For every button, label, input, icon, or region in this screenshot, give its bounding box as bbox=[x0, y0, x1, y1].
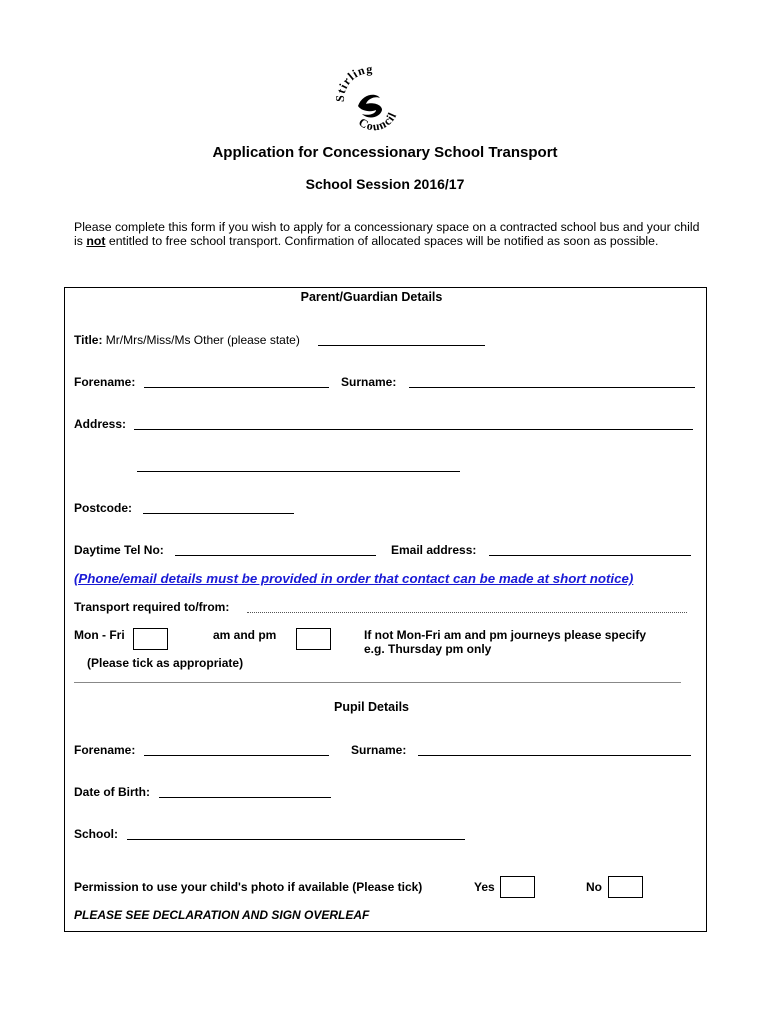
svg-text:Council: Council bbox=[356, 109, 400, 134]
address-field-line-1[interactable] bbox=[134, 429, 693, 430]
tick-note: (Please tick as appropriate) bbox=[87, 656, 244, 670]
parent-surname-label: Surname: bbox=[341, 375, 397, 389]
school-label: School: bbox=[74, 827, 118, 841]
not-emphasis: not bbox=[86, 234, 106, 248]
pupil-forename-field[interactable] bbox=[144, 755, 329, 756]
declaration-note: PLEASE SEE DECLARATION AND SIGN OVERLEAF bbox=[74, 908, 370, 922]
photo-permission-label: Permission to use your child's photo if available (Please tick) bbox=[74, 880, 423, 894]
daytime-tel-field[interactable] bbox=[175, 555, 376, 556]
yes-label: Yes bbox=[474, 880, 495, 894]
daytime-tel-label: Daytime Tel No: bbox=[74, 543, 164, 557]
pupil-surname-label: Surname: bbox=[351, 743, 407, 757]
address-field-line-2[interactable] bbox=[137, 471, 460, 472]
title-options: Mr/Mrs/Miss/Ms Other (please state) bbox=[105, 333, 300, 347]
transport-field[interactable] bbox=[247, 612, 687, 613]
parent-surname-field[interactable] bbox=[409, 387, 695, 388]
photo-no-checkbox[interactable] bbox=[608, 876, 643, 898]
other-journeys-line-2: e.g. Thursday pm only bbox=[364, 642, 492, 656]
contact-notice: (Phone/email details must be provided in order that contact can be made at short notice) bbox=[74, 571, 634, 586]
other-journeys-line-1: If not Mon-Fri am and pm journeys please specify bbox=[364, 628, 647, 642]
pupil-details-heading: Pupil Details bbox=[333, 700, 410, 714]
email-field[interactable] bbox=[489, 555, 691, 556]
am-pm-checkbox[interactable] bbox=[296, 628, 331, 650]
svg-text:Stirling: Stirling bbox=[332, 64, 374, 103]
stirling-council-logo-icon bbox=[332, 64, 410, 138]
pupil-forename-label: Forename: bbox=[74, 743, 136, 757]
dob-field[interactable] bbox=[159, 797, 331, 798]
am-pm-label: am and pm bbox=[213, 628, 277, 642]
parent-forename-field[interactable] bbox=[144, 387, 329, 388]
title-other-field[interactable] bbox=[318, 345, 485, 346]
dob-label: Date of Birth: bbox=[74, 785, 150, 799]
no-label: No bbox=[586, 880, 602, 894]
parent-guardian-heading: Parent/Guardian Details bbox=[300, 290, 443, 304]
school-field[interactable] bbox=[127, 839, 465, 840]
mon-fri-checkbox[interactable] bbox=[133, 628, 168, 650]
photo-yes-checkbox[interactable] bbox=[500, 876, 535, 898]
parent-forename-label: Forename: bbox=[74, 375, 136, 389]
intro-text: Please complete this form if you wish to apply for a concessionary space on a contracted school bus and your child is not entitled to free school transport. Confirmation of allocated spaces will be notified as soon as possible. bbox=[74, 220, 700, 248]
other-journeys-field[interactable] bbox=[74, 682, 681, 683]
postcode-field[interactable] bbox=[143, 513, 294, 514]
form-title: Application for Concessionary School Transport bbox=[212, 144, 558, 161]
mon-fri-label: Mon - Fri bbox=[74, 628, 125, 642]
address-label: Address: bbox=[74, 417, 127, 431]
email-label: Email address: bbox=[391, 543, 477, 557]
title-label: Title: Mr/Mrs/Miss/Ms Other (please state) bbox=[74, 333, 300, 347]
transport-label: Transport required to/from: bbox=[74, 600, 230, 614]
pupil-surname-field[interactable] bbox=[418, 755, 691, 756]
postcode-label: Postcode: bbox=[74, 501, 133, 515]
school-session: School Session 2016/17 bbox=[305, 176, 465, 192]
